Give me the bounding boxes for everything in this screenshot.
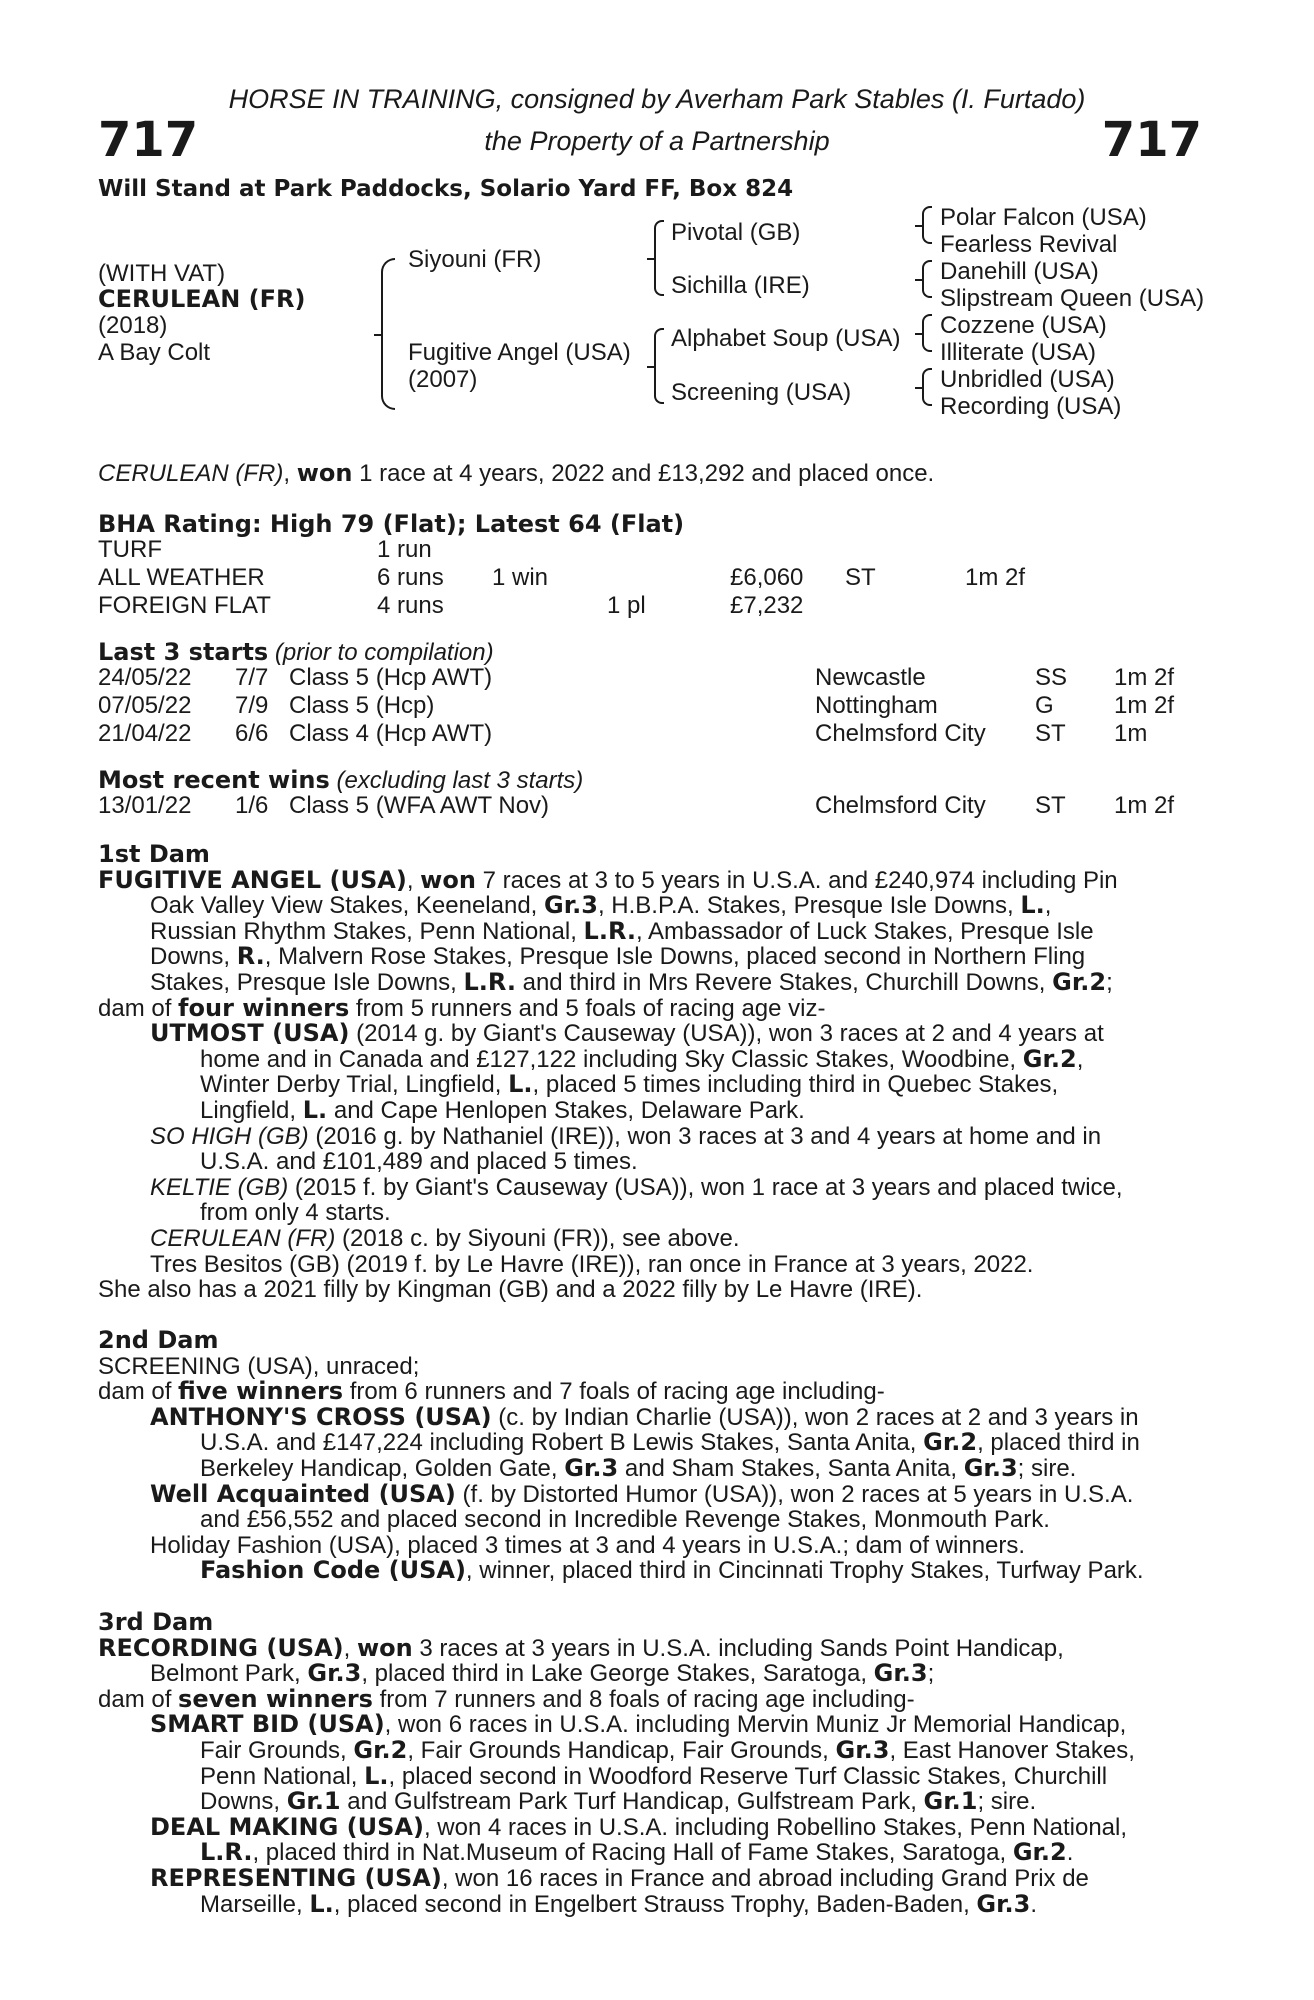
rating-row-dist: 1m 2f <box>965 564 1026 591</box>
rating-row-going <box>845 536 965 564</box>
bracket-2 <box>922 260 932 298</box>
rating-row-runs: 1 run <box>377 536 432 563</box>
third-dam-line: Belmont Park, Gr.3, placed third in Lake George Stakes, Saratoga, Gr.3; <box>150 1659 935 1688</box>
win-row-course: Chelmsford City <box>815 792 986 819</box>
sire-sire-dam: Fearless Revival <box>940 231 1118 258</box>
start-row-going: ST <box>1035 720 1066 747</box>
start-row-date: 24/05/22 <box>98 664 192 691</box>
stand-location: Will Stand at Park Paddocks, Solario Yard FF, Box 824 <box>98 176 794 202</box>
rating-row-going <box>845 592 965 620</box>
summary-won: won <box>296 459 353 487</box>
start-row-pos: 7/9 <box>235 692 269 719</box>
win-row-going: ST <box>1035 792 1066 819</box>
start-row <box>98 720 1204 748</box>
dam-dam: Screening (USA) <box>671 379 852 406</box>
rating-row-surface: ALL WEATHER <box>98 564 265 591</box>
progeny-line: Well Acquainted (USA) (f. by Distorted Humor (USA)), won 2 races at 5 years in U.S.A. <box>150 1479 1134 1508</box>
progeny-line: home and in Canada and £127,122 including Sky Classic Stakes, Woodbine, Gr.2, <box>200 1044 1084 1073</box>
start-row <box>98 692 1204 720</box>
recent-note: (excluding last 3 starts) <box>336 767 584 794</box>
start-row-date: 21/04/22 <box>98 720 192 747</box>
start-row-course: Newcastle <box>815 664 926 691</box>
win-row <box>98 792 1204 820</box>
start-row-going: SS <box>1035 664 1068 691</box>
dam-sire-sire: Cozzene (USA) <box>940 312 1107 339</box>
horse-description: A Bay Colt <box>98 339 211 366</box>
rating-row-wins: 1 win <box>492 564 549 591</box>
rating-row-dist <box>965 592 1085 620</box>
rating-table <box>98 536 1085 620</box>
sire-sire-sire: Polar Falcon (USA) <box>940 204 1147 231</box>
dam-parents-bracket <box>654 328 664 404</box>
rating-row-surface: FOREIGN FLAT <box>98 592 271 619</box>
recent-heading <box>98 766 583 795</box>
rating-row <box>98 592 1085 620</box>
progeny-line: DEAL MAKING (USA), won 4 races in U.S.A. including Robellino Stakes, Penn National, <box>150 1812 1128 1841</box>
progeny-line: Marseille, L., placed second in Engelbert Strauss Trophy, Baden-Baden, Gr.3. <box>200 1889 1038 1918</box>
start-row-race: Class 4 (Hcp AWT) <box>289 720 493 747</box>
first-dam-heading: 1st Dam <box>98 840 210 868</box>
second-dam-heading: 2nd Dam <box>98 1326 219 1354</box>
bracket-1 <box>922 206 932 244</box>
third-dam-heading: 3rd Dam <box>98 1608 214 1636</box>
sire-dam-sire: Danehill (USA) <box>940 258 1099 285</box>
start-row-course: Chelmsford City <box>815 720 986 747</box>
start-row-dist: 1m <box>1114 720 1148 747</box>
dam-year: (2007) <box>408 366 478 393</box>
sire-dam: Sichilla (IRE) <box>671 272 810 299</box>
lot-number-right: 717 <box>1101 112 1202 168</box>
first-dam-line: She also has a 2021 filly by Kingman (GB) and a 2022 filly by Le Havre (IRE). <box>98 1276 923 1304</box>
horse-name: CERULEAN (FR) <box>98 285 306 313</box>
progeny-line: Tres Besitos (GB) (2019 f. by Le Havre (IRE)), ran once in France at 3 years, 2022. <box>150 1250 1034 1278</box>
progeny-line: Fair Grounds, Gr.2, Fair Grounds Handicap, Fair Grounds, Gr.3, East Hanover Stakes, <box>200 1735 1135 1764</box>
last3-table <box>98 664 1204 748</box>
rating-row-places <box>607 536 730 564</box>
progeny-line: Penn National, L., placed second in Woodford Reserve Turf Classic Stakes, Churchill <box>200 1761 1108 1790</box>
property-line: the Property of a Partnership <box>484 126 830 156</box>
race-summary: CERULEAN (FR), won 1 race at 4 years, 2022 and £13,292 and placed once. <box>98 459 935 487</box>
last3-note: (prior to compilation) <box>274 639 494 666</box>
dam-sire-dam: Illiterate (USA) <box>940 339 1097 366</box>
rating-row-runs: 4 runs <box>377 592 444 619</box>
start-row-date: 07/05/22 <box>98 692 192 719</box>
first-dam-section <box>98 842 1202 1303</box>
bracket-4 <box>922 368 932 406</box>
recent-table <box>98 792 1204 820</box>
lot-number-left: 717 <box>98 112 199 168</box>
progeny-line: KELTIE (GB) (2015 f. by Giant's Causeway (USA)), won 1 race at 3 years and placed twice, <box>150 1173 1123 1201</box>
win-row-race: Class 5 (WFA AWT Nov) <box>289 792 550 819</box>
consignor-line: HORSE IN TRAINING, consigned by Averham Park Stables (I. Furtado) <box>228 84 1086 114</box>
win-row-dist: 1m 2f <box>1114 792 1175 819</box>
start-row-course: Nottingham <box>815 692 938 719</box>
third-dam-section <box>98 1610 1202 1917</box>
first-dam-line: Stakes, Presque Isle Downs, L.R. and third in Mrs Revere Stakes, Churchill Downs, Gr.2; <box>150 967 1113 996</box>
sire: Siyouni (FR) <box>408 246 542 273</box>
progeny-line: SMART BID (USA), won 6 races in U.S.A. including Mervin Muniz Jr Memorial Handicap, <box>150 1710 1127 1739</box>
summary-text: 1 race at 4 years, 2022 and £13,292 and placed once. <box>359 460 935 487</box>
progeny-line: SO HIGH (GB) (2016 g. by Nathaniel (IRE)), won 3 races at 3 and 4 years at home and in <box>150 1122 1102 1150</box>
rating-row-prize <box>730 536 845 564</box>
last3-title: Last 3 starts <box>98 638 269 666</box>
first-dam-line: Russian Rhythm Stakes, Penn National, L.R., Ambassador of Luck Stakes, Presque Isle <box>150 916 1094 945</box>
first-dam-line: FUGITIVE ANGEL (USA), won 7 races at 3 to 5 years in U.S.A. and £240,974 including Pin <box>98 865 1118 894</box>
start-row-dist: 1m 2f <box>1114 692 1175 719</box>
start-row-race: Class 5 (Hcp AWT) <box>289 664 493 691</box>
rating-row-wins <box>492 536 607 564</box>
bracket-3 <box>922 314 932 352</box>
dam-sire: Alphabet Soup (USA) <box>671 325 901 352</box>
progeny-line: from only 4 starts. <box>200 1199 391 1227</box>
rating-row-prize: £7,232 <box>730 592 804 619</box>
rating-row-places: 1 pl <box>607 592 646 619</box>
rating-row-prize: £6,060 <box>730 564 804 591</box>
progeny-line: Lingfield, L. and Cape Henlopen Stakes, Delaware Park. <box>200 1095 805 1124</box>
rating-row <box>98 564 1085 592</box>
recent-title: Most recent wins <box>98 766 330 794</box>
third-dam-line: dam of seven winners from 7 runners and 8 foals of racing age including- <box>98 1684 915 1713</box>
rating-title: BHA Rating: High 79 (Flat); Latest 64 (Flat) <box>98 510 685 538</box>
rating-row-wins <box>492 592 607 620</box>
horse-year: (2018) <box>98 312 168 339</box>
progeny-line: U.S.A. and £147,224 including Robert B Lewis Stakes, Santa Anita, Gr.2, placed third in <box>200 1428 1140 1457</box>
rating-row-places <box>607 564 730 592</box>
progeny-line: L.R., placed third in Nat.Museum of Racing Hall of Fame Stakes, Saratoga, Gr.2. <box>200 1838 1074 1867</box>
second-dam-section <box>98 1328 1202 1584</box>
rating-row-dist <box>965 536 1085 564</box>
summary-name: CERULEAN (FR) <box>98 460 284 487</box>
progeny-line: Downs, Gr.1 and Gulfstream Park Turf Handicap, Gulfstream Park, Gr.1; sire. <box>200 1787 1037 1816</box>
vat-note: (WITH VAT) <box>98 260 226 287</box>
win-row-pos: 1/6 <box>235 792 269 819</box>
progeny-line: Fashion Code (USA), winner, placed third in Cincinnati Trophy Stakes, Turfway Park. <box>200 1556 1144 1585</box>
start-row-race: Class 5 (Hcp) <box>289 692 435 719</box>
sire-parents-bracket <box>654 220 664 296</box>
progeny-line: ANTHONY'S CROSS (USA) (c. by Indian Charlie (USA)), won 2 races at 2 and 3 years in <box>150 1402 1139 1431</box>
progeny-line: Winter Derby Trial, Lingfield, L., placed 5 times including third in Quebec Stakes, <box>200 1070 1059 1099</box>
progeny-line: U.S.A. and £101,489 and placed 5 times. <box>200 1148 638 1176</box>
sire-dam-dam: Slipstream Queen (USA) <box>940 285 1205 312</box>
rating-row <box>98 536 1085 564</box>
dam-dam-sire: Unbridled (USA) <box>940 366 1115 393</box>
second-dam-line: SCREENING (USA), unraced; <box>98 1352 420 1380</box>
start-row <box>98 664 1204 692</box>
dam: Fugitive Angel (USA) <box>408 339 631 366</box>
progeny-line: CERULEAN (FR) (2018 c. by Siyouni (FR)), see above. <box>150 1224 740 1252</box>
progeny-line: REPRESENTING (USA), won 16 races in France and abroad including Grand Prix de <box>150 1863 1089 1892</box>
start-row-pos: 6/6 <box>235 720 269 747</box>
start-row-going: G <box>1035 692 1054 719</box>
first-dam-line: Downs, R., Malvern Rose Stakes, Presque Isle Downs, placed second in Northern Fling <box>150 942 1086 971</box>
rating-row-surface: TURF <box>98 536 162 563</box>
start-row-pos: 7/7 <box>235 664 269 691</box>
rating-row-runs: 6 runs <box>377 564 444 591</box>
first-dam-line: Oak Valley View Stakes, Keeneland, Gr.3, H.B.P.A. Stakes, Presque Isle Downs, L., <box>150 891 1052 920</box>
rating-row-going: ST <box>845 564 876 591</box>
second-dam-line: dam of five winners from 6 runners and 7 foals of racing age including- <box>98 1377 885 1406</box>
sire-sire: Pivotal (GB) <box>671 219 801 246</box>
progeny-line: Holiday Fashion (USA), placed 3 times at 3 and 4 years in U.S.A.; dam of winners. <box>150 1531 1026 1559</box>
first-dam-line: dam of four winners from 5 runners and 5 foals of racing age viz- <box>98 993 826 1022</box>
progeny-line: Berkeley Handicap, Golden Gate, Gr.3 and Sham Stakes, Santa Anita, Gr.3; sire. <box>200 1453 1077 1482</box>
sire-dam-bracket <box>381 258 395 410</box>
progeny-line: UTMOST (USA) (2014 g. by Giant's Causeway (USA)), won 3 races at 2 and 4 years at <box>150 1019 1104 1048</box>
progeny-line: and £56,552 and placed second in Incredible Revenge Stakes, Monmouth Park. <box>200 1506 1050 1534</box>
dam-dam-dam: Recording (USA) <box>940 393 1122 420</box>
start-row-dist: 1m 2f <box>1114 664 1175 691</box>
win-row-date: 13/01/22 <box>98 792 192 819</box>
third-dam-line: RECORDING (USA), won 3 races at 3 years in U.S.A. including Sands Point Handicap, <box>98 1633 1064 1662</box>
last3-heading <box>98 638 494 667</box>
